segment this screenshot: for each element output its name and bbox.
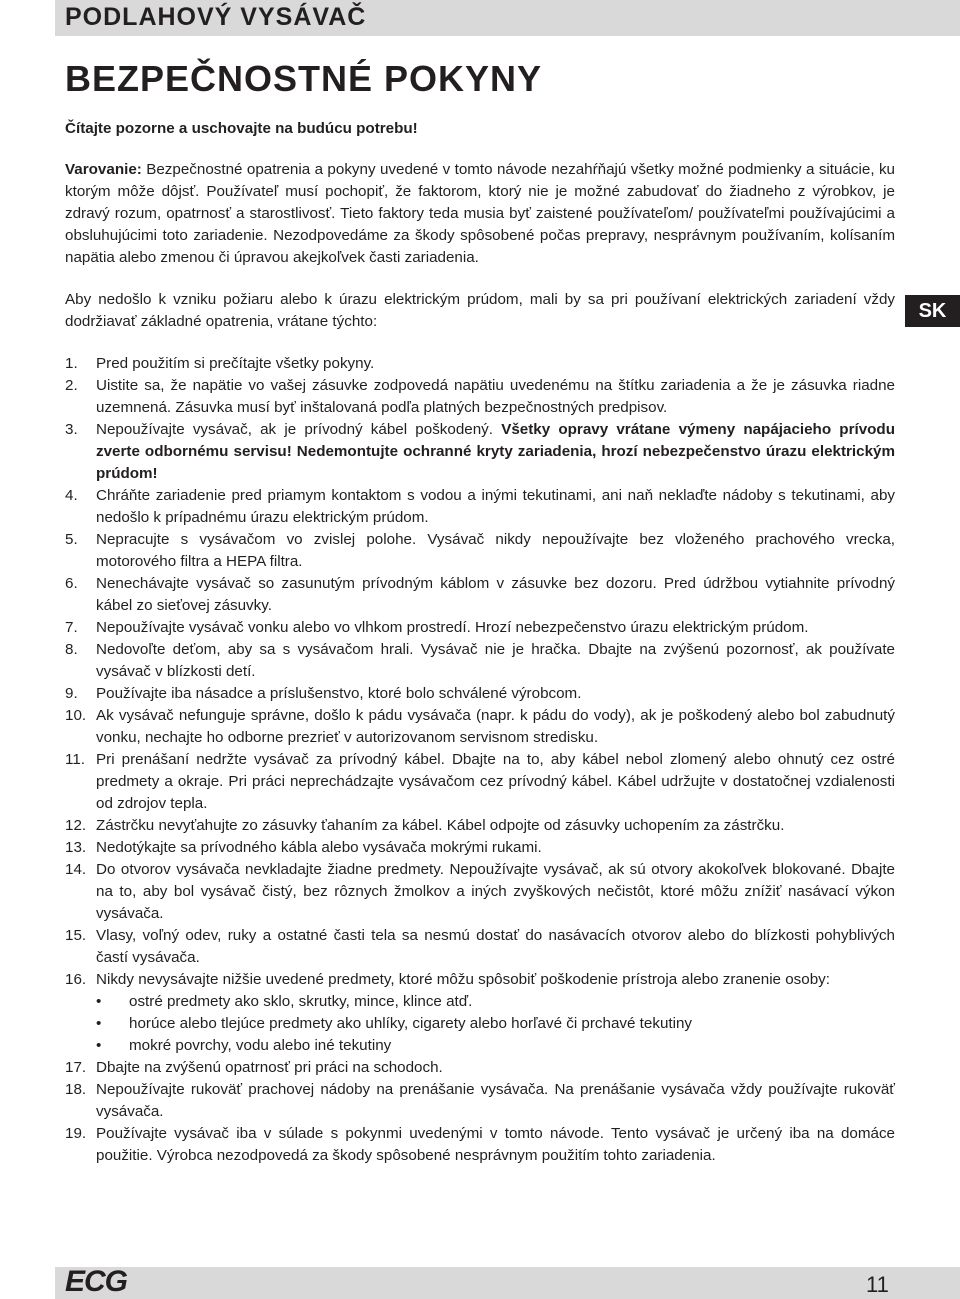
- warning-label: Varovanie:: [65, 161, 142, 178]
- item-text: Nedovoľte deťom, aby sa s vysávačom hrali. Vysávač nie je hračka. Dbajte na zvýšenú pozornosť, ak používate vysávač v blízkosti detí.: [96, 641, 895, 680]
- item-text: Používajte iba násadce a príslušenstvo, ktoré bolo schválené výrobcom.: [96, 685, 582, 702]
- item-number: 15.: [65, 927, 87, 944]
- intro-paragraph: Aby nedošlo k vzniku požiaru alebo k úrazu elektrickým prúdom, mali by sa pri používaní elektrických zariadení vždy dodržiavať základné opatrenia, vrátane týchto:: [65, 291, 895, 330]
- header-title: PODLAHOVÝ VYSÁVAČ: [65, 3, 367, 31]
- list-item: [65, 683, 895, 705]
- list-item: [65, 705, 895, 749]
- item-text: Dbajte na zvýšenú opatrnosť pri práci na schodoch.: [96, 1059, 443, 1076]
- item-number: 8.: [65, 641, 78, 658]
- item-text: Nepoužívajte vysávač vonku alebo vo vlhkom prostredí. Hrozí nebezpečenstvo úrazu elektrickým prúdom.: [96, 619, 809, 636]
- item-text: Vlasy, voľný odev, ruky a ostatné časti tela sa nesmú dostať do nasávacích otvorov alebo do blízkosti pohyblivých častí vysávača.: [96, 927, 895, 966]
- item-number: 11.: [65, 751, 85, 768]
- warning-paragraph: [65, 159, 895, 269]
- bullet-text: ostré predmety ako sklo, skrutky, mince, klince atď.: [129, 993, 473, 1010]
- item-text: Nedotýkajte sa prívodného kábla alebo vysávača mokrými rukami.: [96, 839, 542, 856]
- item-number: 12.: [65, 817, 87, 834]
- list-item: [65, 573, 895, 617]
- page-title: BEZPEČNOSTNÉ POKYNY: [65, 58, 543, 99]
- item-number: 7.: [65, 619, 78, 636]
- item-text: Používajte vysávač iba v súlade s pokynmi uvedenými v tomto návode. Tento vysávač je určený iba na domáce použitie. Výrobca nezodpovedá za škody spôsobené nesprávnym použitím tohto zariadenia.: [96, 1125, 895, 1164]
- list-item: [65, 749, 895, 815]
- list-item: [65, 353, 895, 375]
- page-number: 11: [866, 1272, 889, 1297]
- item-number: 4.: [65, 487, 78, 504]
- item-text: Nikdy nevysávajte nižšie uvedené predmety, ktoré môžu spôsobiť poškodenie prístroja alebo zranenie osoby:: [96, 971, 830, 988]
- item-text: Nepracujte s vysávačom vo zvislej polohe. Vysávač nikdy nepoužívajte bez vloženého prachového vrecka, motorového filtra a HEPA filtra.: [96, 531, 895, 570]
- subtitle: Čítajte pozorne a uschovajte na budúcu potrebu!: [65, 120, 418, 137]
- list-item: [65, 815, 895, 837]
- item-number: 18.: [65, 1081, 87, 1098]
- list-item: [65, 485, 895, 529]
- document-body: [65, 118, 895, 1167]
- list-item: [65, 837, 895, 859]
- item-number: 14.: [65, 861, 87, 878]
- item-text: Pri prenášaní nedržte vysávač za prívodný kábel. Dbajte na to, aby kábel nebol zlomený alebo ohnutý cez ostré predmety a okraje. Pri práci neprechádzajte vysávačom cez prívodný kábel. Kábel udržujte v dostatočnej vzdialenosti od zdrojov tepla.: [96, 751, 895, 812]
- item-number: 3.: [65, 421, 78, 438]
- language-tab: SK: [905, 295, 960, 327]
- bullet-item: [96, 1035, 895, 1057]
- bullet-icon: •: [96, 993, 102, 1010]
- item-number: 16.: [65, 971, 87, 988]
- item-text: Chráňte zariadenie pred priamym kontaktom s vodou a inými tekutinami, ani naň neklaďte nádoby s tekutinami, aby nedošlo k prípadnému úrazu elektrickým prúdom.: [96, 487, 895, 526]
- item-number: 19.: [65, 1125, 87, 1142]
- list-item: [65, 925, 895, 969]
- item-number: 6.: [65, 575, 78, 592]
- footer-bar: [55, 1267, 960, 1299]
- list-item: [65, 1123, 895, 1167]
- item-number: 5.: [65, 531, 78, 548]
- item-number: 1.: [65, 355, 78, 372]
- bullet-item: [96, 1013, 895, 1035]
- list-item: [65, 1057, 895, 1079]
- list-item: [65, 1079, 895, 1123]
- item-number: 2.: [65, 377, 78, 394]
- item-text: Ak vysávač nefunguje správne, došlo k pádu vysávača (napr. k pádu do vody), ak je poškodený alebo bol zabudnutý vonku, nechajte ho odborne prezrieť v autorizovanom servisnom stredisku.: [96, 707, 895, 746]
- list-item: [65, 639, 895, 683]
- item-text: Pred použitím si prečítajte všetky pokyny.: [96, 355, 375, 372]
- bullet-item: [96, 991, 895, 1013]
- bullet-list: [96, 991, 895, 1057]
- item-number: 10.: [65, 707, 87, 724]
- bullet-icon: •: [96, 1015, 102, 1032]
- item-bold-text: Všetky opravy vrátane výmeny napájacieho prívodu zverte odbornému servisu! Nedemontujte ochranné kryty zariadenia, hrozí nebezpečenstvo úrazu elektrickým prúdom!: [96, 421, 895, 482]
- safety-rules-list: [65, 353, 895, 1167]
- item-number: 13.: [65, 839, 87, 856]
- item-text: Nepoužívajte vysávač, ak je prívodný kábel poškodený.: [96, 421, 502, 438]
- list-item: [65, 529, 895, 573]
- item-text: Do otvorov vysávača nevkladajte žiadne predmety. Nepoužívajte vysávač, ak sú otvory akokoľvek blokované. Dbajte na to, aby bol vysávač čistý, bez rôznych žmolkov a iných zvyškových nečistôt, ktoré môžu znížiť nasávací výkon vysávača.: [96, 861, 895, 922]
- item-text: Uistite sa, že napätie vo vašej zásuvke zodpovedá napätiu uvedenému na štítku zariadenia a že je zásuvka riadne uzemnená. Zásuvka musí byť inštalovaná podľa platných bezpečnostných predpisov.: [96, 377, 895, 416]
- list-item: [65, 375, 895, 419]
- list-item: [65, 859, 895, 925]
- list-item: [65, 617, 895, 639]
- bullet-icon: •: [96, 1037, 102, 1054]
- bullet-text: horúce alebo tlejúce predmety ako uhlíky, cigarety alebo horľavé či prchavé tekutiny: [129, 1015, 693, 1032]
- list-item: [65, 419, 895, 485]
- list-item: [65, 969, 895, 1057]
- brand-logo: ECG: [65, 1265, 128, 1298]
- item-number: 9.: [65, 685, 78, 702]
- item-text: Nenechávajte vysávač so zasunutým prívodným káblom v zásuvke bez dozoru. Pred údržbou vytiahnite prívodný kábel zo sieťovej zásuvky.: [96, 575, 895, 614]
- item-text: Nepoužívajte rukoväť prachovej nádoby na prenášanie vysávača. Na prenášanie vysávača vždy používajte rukoväť vysávača.: [96, 1081, 895, 1120]
- item-text: Zástrčku nevyťahujte zo zásuvky ťahaním za kábel. Kábel odpojte od zásuvky uchopením za zástrčku.: [96, 817, 785, 834]
- bullet-text: mokré povrchy, vodu alebo iné tekutiny: [129, 1037, 392, 1054]
- item-number: 17.: [65, 1059, 87, 1076]
- warning-text: Bezpečnostné opatrenia a pokyny uvedené v tomto návode nezahŕňajú všetky možné podmienky a situácie, ku ktorým môže dôjsť. Používateľ musí pochopiť, že faktorom, ktorý nie je možné zabudovať do žiadneho z výrobkov, je zdravý rozum, opatrnosť a starostlivosť. Tieto faktory teda musia byť zaistené používateľom/ používateľmi používajúcimi a obsluhujúcimi toto zariadenie. Nezodpovedáme za škody spôsobené počas prepravy, nesprávnym používaním, kolísaním napätia alebo zmenou či úpravou akejkoľvek časti zariadenia.: [65, 161, 895, 266]
